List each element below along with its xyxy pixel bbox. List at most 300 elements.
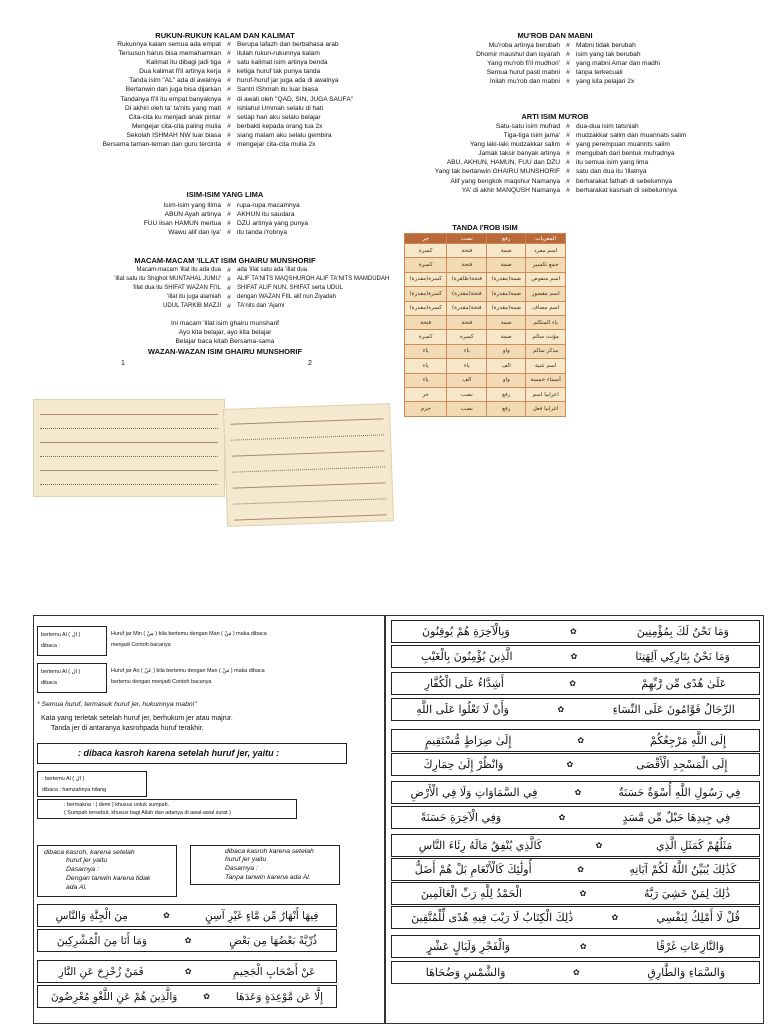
lima-row	[78, 219, 387, 228]
irob-row	[405, 330, 566, 344]
kalam-right: itulah rukun-rukunnya kalam	[237, 50, 320, 58]
kalam-separator: #	[227, 95, 231, 103]
kalam-left: Tersusun harus bisa memahamkan	[118, 50, 221, 58]
murob-right: yang kita pelajari 2x	[576, 78, 635, 86]
arabic-verse: الَّذِينَ يُؤْمِنُونَ بِالْغَيْبِ	[421, 650, 513, 663]
kalam-left: Tandanya fi'il itu empat banyaknya	[120, 95, 221, 103]
irob-cell: فتحة(مقدرة)	[447, 301, 487, 315]
arabic-verse: فِي رَسُولِ اللَّهِ أُسْوَةٌ حَسَنَةٌ	[618, 786, 741, 799]
kalam-right: setiap hari aku selalu belajar	[237, 113, 321, 121]
jer-note-b: Tanda jer di antaranya kasrohpada huruf terakhir.	[51, 725, 204, 732]
an-rule-b: dibaca	[41, 680, 57, 686]
kalam-separator: #	[227, 50, 231, 58]
min-rule-c: Huruf jar Min ( مِنْ ) bila bertemu dengan Man ( مَنْ ) maka dibaca	[111, 631, 267, 637]
irob-cell: اعرابيا فعل	[526, 402, 566, 416]
kalam-left: Di akhiri oleh ta' ta'nits yang mati	[125, 104, 221, 112]
irob-row	[405, 244, 566, 258]
arabic-verse: إِلَى الْمَسْجِدِ الْأَقْصَى	[636, 758, 728, 771]
arti-left: Satu-satu isim mufrad	[495, 123, 560, 130]
arabic-verse: إِلَى اللَّهِ مَرْجِعُكُمْ	[650, 734, 726, 747]
arabic-verse: الرِّجَالُ قَوَّامُونَ عَلَى النِّسَاءِ	[612, 703, 735, 716]
wazan-scan-2	[223, 403, 394, 527]
murob-poem	[385, 41, 726, 86]
arti-row	[385, 186, 736, 195]
kalam-right: Berupa lafazh dan berbahasa arab	[237, 41, 339, 48]
an-rule-c: Huruf jar An ( عَنْ ) bila bertemu dengan Man ( مَنْ ) maka dibaca	[111, 668, 265, 674]
kalam-row	[78, 131, 397, 140]
arabic-verse-row	[37, 929, 337, 952]
al-box-b: dibaca : hamzahnya hilang	[42, 787, 107, 793]
lima-separator: #	[227, 229, 231, 237]
macam-line: Ini macam 'illat isim ghairu munsharif	[171, 320, 279, 327]
arabic-verse-row	[37, 904, 337, 927]
jer-note-a: Kata yang terletak setelah huruf jer, berhukum jer atau majrur.	[41, 715, 233, 722]
murob-title: MU'ROB DAN MABNI	[517, 31, 593, 40]
lima-left: Wawu alif dan iya'	[168, 229, 221, 237]
kalam-separator: #	[227, 68, 231, 76]
arabic-verse: ذَٰلِكَ لِمَنْ خَشِيَ رَبَّهُ	[644, 887, 731, 900]
arti-row	[385, 167, 736, 176]
irob-title: TANDA I'ROB ISIM	[452, 223, 518, 232]
macam-separator: #	[227, 276, 231, 284]
murob-row	[385, 59, 726, 68]
arti-separator: #	[566, 123, 570, 130]
irob-cell: واو	[487, 373, 526, 387]
irob-cell: الف	[487, 359, 526, 373]
kalam-row	[78, 58, 397, 67]
flower-icon: ✿	[163, 911, 170, 920]
murob-row	[385, 50, 726, 59]
irob-cell: أسماء خمسة	[526, 373, 566, 387]
arabic-verse: كَالَّذِي يُنْفِقُ مَالَهُ رِئَاءَ النَّاسِ	[418, 839, 543, 852]
irob-cell: ياء المتكلم	[526, 315, 566, 329]
macam-left: Macam-macam 'illat itu ada dua	[136, 267, 221, 273]
irob-cell: ياء	[405, 359, 447, 373]
flower-icon: ✿	[573, 968, 580, 977]
arabic-verse-row	[391, 834, 760, 857]
macam-separator: #	[227, 267, 231, 274]
arti-separator: #	[566, 177, 570, 185]
arabic-verse: فِيهَا أَنْهَارٌ مِّن مَّاءٍ غَيْرِ آسِنٍ	[204, 909, 319, 922]
kalam-row	[78, 76, 397, 85]
arabic-verse: فِي السَّمَاوَاتِ وَلَا فِي الْأَرْضِ	[410, 786, 538, 799]
wazan-title: WAZAN-WAZAN ISIM GHAIRU MUNSHORIF	[147, 347, 303, 356]
macam-poem	[78, 266, 417, 311]
arabic-verse-row	[391, 645, 760, 668]
irob-cell: كسرة	[447, 330, 487, 344]
arti-right: berharakat kasrsah di sebelumnya	[576, 186, 677, 194]
irob-header-cell: جر	[405, 234, 447, 244]
arti-left: Alif yang bengkok maqshur Namanya	[450, 177, 560, 185]
kalam-separator: #	[227, 113, 231, 121]
tanwin-a: dibaca kasroh, karena setelah	[44, 849, 135, 856]
kalam-left: Bertanwin dan juga bisa dijarkan	[125, 86, 221, 94]
lima-separator: #	[227, 220, 231, 228]
irob-cell: كسرة	[405, 258, 447, 272]
lima-row	[78, 201, 387, 210]
kalam-separator: #	[227, 86, 231, 94]
flower-icon: ✿	[558, 813, 566, 822]
macam-row	[78, 266, 417, 275]
irob-cell: اسم مفرد	[526, 244, 566, 258]
lima-separator: #	[227, 211, 231, 219]
kalam-right: huruf-huruf jar juga ada di awalnya	[237, 77, 339, 85]
irob-cell: فتحة	[447, 315, 487, 329]
irob-cell: ضمة(مقدرة)	[487, 301, 526, 315]
kalam-right: berbakti kepada orang tua 2x	[237, 122, 323, 130]
an-rule-a: bertemu Al ( ال )	[41, 669, 81, 675]
arabic-verse: وَبِالْآخِرَةِ هُمْ يُوقِنُونَ	[422, 625, 510, 638]
kalam-separator: #	[227, 104, 231, 112]
arabic-verse-row	[391, 620, 760, 643]
irob-header-cell: المعربات	[526, 234, 566, 244]
lima-row	[78, 210, 387, 219]
macam-line: Belajar baca kitab Bersama-sama	[175, 338, 275, 346]
arti-row	[385, 131, 736, 140]
arabic-verse-row	[391, 961, 760, 984]
tanwin-c: Dasarnya :	[66, 866, 99, 873]
irob-cell: نصب	[447, 387, 487, 401]
irob-cell: ضمة(مقدرة)	[487, 272, 526, 286]
macam-separator: #	[227, 303, 231, 311]
wazan-number-2: 2	[308, 360, 312, 367]
arti-separator: #	[566, 141, 570, 149]
kalam-row	[78, 67, 397, 76]
arabic-verse-row	[391, 806, 760, 829]
macam-left: UDUL TARKIB MAZJI	[163, 303, 221, 310]
macam-row	[78, 284, 417, 293]
lima-left: ABUN Ayah artinya	[164, 211, 221, 219]
kalam-row	[78, 49, 397, 58]
arabic-verse: وَالْفَجْرِ وَلَيَالٍ عَشْرٍ	[426, 940, 511, 953]
arti-separator: #	[566, 150, 570, 158]
irob-cell: ضمة	[487, 330, 526, 344]
kalam-right: Santri IShmah itu luar biasa	[237, 86, 318, 94]
arabic-verse: عَنْ أَصْحَابِ الْجَحِيمِ	[232, 965, 316, 978]
arti-poem	[385, 122, 736, 195]
tanwin-b: huruf jer yaitu	[66, 857, 108, 864]
murob-left: Inilah mu'rob dan mabni	[489, 78, 560, 86]
murob-right: tanpa terkecuali	[576, 69, 623, 77]
lima-left: FUU lisan HAMUN mertua	[143, 220, 221, 228]
kalam-right: satu kalimat isim artinya benda	[237, 59, 328, 67]
arabic-verse: مَثَلُهُمْ كَمَثَلِ الَّذِي	[655, 839, 733, 852]
irob-cell: ضمة	[487, 258, 526, 272]
irob-row	[405, 387, 566, 401]
mabni-note: * Semua huruf, termasuk huruf jer, hukumnya mabni"	[37, 701, 197, 708]
kalam-row	[78, 40, 397, 49]
irob-cell: ياء	[447, 344, 487, 358]
arti-right: berharakat fathah di sebelumnya	[576, 177, 673, 185]
arabic-verse: الْحَمْدُ لِلَّهِ رَبِّ الْعَالَمِينَ	[420, 887, 522, 900]
flower-icon: ✿	[574, 788, 582, 797]
arti-row	[385, 122, 736, 131]
notanwin-a: dibaca kasroh karena setelah	[225, 848, 314, 855]
arabic-verse: وَالشَّمْسِ وَضُحَاهَا	[425, 966, 506, 979]
irob-table	[404, 233, 566, 417]
macam-separator: #	[227, 294, 231, 302]
arti-right: yang perempuan muannts salim	[576, 141, 670, 149]
arti-separator: #	[566, 168, 570, 176]
arabic-verse-row	[391, 753, 760, 776]
murob-left: Mu'roba artinya berubah	[488, 42, 560, 49]
arabic-verse-row	[391, 698, 760, 721]
arabic-verse-row	[391, 729, 760, 752]
macam-right: TA'nits dan 'Ajami	[237, 303, 285, 310]
sumpah-a: : bermakna : ( demi ) khusus untuk sumpah.	[64, 802, 170, 808]
macam-lines	[120, 319, 330, 347]
tanwin-d: Dengan tanwin karena tidak	[66, 875, 151, 882]
kalam-right: Ishlahul Ummah selalu di hati	[237, 104, 324, 112]
irob-cell: كسرة	[405, 244, 447, 258]
arti-separator: #	[566, 159, 570, 167]
flower-icon: ✿	[203, 992, 210, 1001]
notanwin-box	[190, 845, 340, 885]
irob-cell: جر	[405, 387, 447, 401]
irob-row	[405, 315, 566, 329]
irob-cell: فتحة	[447, 244, 487, 258]
arti-right: satu dan dua itu 'illatnya	[576, 168, 647, 176]
irob-cell: ضمة	[487, 244, 526, 258]
sumpah-box	[37, 799, 297, 819]
irob-cell: ضمة	[487, 315, 526, 329]
arti-title: ARTI ISIM MU'ROB	[521, 112, 589, 121]
irob-cell: اسم مضاف	[526, 301, 566, 315]
kalam-separator: #	[227, 59, 231, 67]
irob-row	[405, 287, 566, 301]
arabic-verse: فَمَنْ زُحْزِحَ عَنِ النَّارِ	[58, 965, 144, 978]
arti-left: Yang laki-laki mudzakkar salim	[469, 141, 560, 149]
kalam-row	[78, 113, 397, 122]
arabic-verse: أَشِدَّاءُ عَلَى الْكُفَّارِ	[424, 677, 504, 690]
arabic-verse: أُولَٰئِكَ كَالْأَنْعَامِ بَلْ هُمْ أَضَلُّ	[414, 863, 532, 876]
macam-row	[78, 293, 417, 302]
flower-icon: ✿	[611, 913, 619, 922]
irob-cell: ياء	[405, 344, 447, 358]
arabic-verse-row	[37, 960, 337, 983]
arabic-verse-row	[391, 858, 760, 881]
notanwin-c: Dasarnya :	[225, 865, 258, 872]
irob-cell: ضمة(مقدرة)	[487, 287, 526, 301]
kalam-row	[78, 104, 397, 113]
arabic-verse: وَانْظُرْ إِلَىٰ حِمَارِكَ	[423, 758, 504, 771]
arti-separator: #	[566, 132, 570, 140]
irob-cell: ياء	[447, 359, 487, 373]
arabic-verse: وَفِي الْآخِرَةِ حَسَنَةً	[420, 811, 502, 824]
flower-icon: ✿	[569, 679, 576, 688]
jer-note-box	[37, 712, 267, 736]
lima-right: itu tanda i'robnya	[237, 229, 288, 237]
kalam-poem	[78, 40, 397, 149]
murob-row	[385, 77, 726, 86]
kalam-separator: #	[227, 77, 231, 85]
lima-right: DZU artinya yang punya	[237, 220, 309, 228]
murob-left: Dhomir maushul dan isyarah	[476, 51, 560, 59]
arabic-verse: إِلَّا عَن مَّوْعِدَةٍ وَعَدَهَا	[235, 990, 324, 1003]
irob-cell: فتحة(ظاهرة)	[447, 272, 487, 286]
irob-cell: كسرة(مقدرة)	[405, 272, 447, 286]
arti-row	[385, 177, 736, 186]
macam-right: SHIFAT ALIF NUN, SHIFAT serta UDUL	[237, 285, 343, 292]
tanwin-box	[37, 845, 177, 897]
irob-cell: فتحة	[405, 315, 447, 329]
lima-separator: #	[227, 202, 231, 209]
irob-row	[405, 359, 566, 373]
arabic-verse: وَمَا نَحْنُ بِتَارِكِي آلِهَتِنَا	[635, 650, 730, 663]
irob-cell: كسرة(مقدرة)	[405, 287, 447, 301]
arti-right: mudzakkar salim dan muannats salim	[576, 132, 687, 140]
arabic-verse: قُلْ لَا أَمْلِكُ لِنَفْسِي	[656, 911, 740, 924]
irob-cell: اسم مقصور	[526, 287, 566, 301]
murob-row	[385, 41, 726, 50]
kalam-left: Kalimat itu dibagi jadi tiga	[146, 59, 221, 67]
arabic-verse-row	[391, 882, 760, 905]
irob-header-row	[405, 234, 566, 244]
arabic-verse-row	[391, 781, 760, 804]
murob-left: Yang mu'rob fi'il mudhori'	[487, 60, 560, 68]
irob-row	[405, 258, 566, 272]
irob-cell: ياء	[405, 373, 447, 387]
macam-separator: #	[227, 285, 231, 293]
lima-row	[78, 228, 387, 237]
arabic-verse: وَالسَّمَاءِ وَالطَّارِقِ	[647, 966, 726, 979]
murob-right: yang mabni Amar dan madhi	[576, 60, 660, 68]
arabic-verse-row	[37, 985, 337, 1008]
irob-cell: جمع تكسير	[526, 258, 566, 272]
arti-left: YA' di akhir MANQUSH Namanya	[461, 186, 560, 194]
kalam-left: Bersama taman-teman dan guru tercinta	[102, 141, 221, 149]
irob-row	[405, 373, 566, 387]
arabic-verse: ذَٰلِكَ الْكِتَابُ لَا رَيْبَ فِيهِ هُدًى لِّلْمُتَّقِينَ	[411, 911, 574, 924]
an-rule-d: bertemu dengan menjadi Contoh bacanya	[111, 679, 212, 685]
min-rule-box	[37, 626, 107, 656]
kalam-left: Cita-cita ku menjadi anak pintar	[128, 113, 221, 121]
flower-icon: ✿	[595, 841, 603, 850]
flower-icon: ✿	[579, 942, 587, 951]
kalam-row	[78, 95, 397, 104]
flower-icon: ✿	[577, 736, 585, 745]
min-rule-b: dibaca :	[41, 643, 60, 649]
arti-row	[385, 140, 736, 149]
kalam-separator: #	[227, 141, 231, 149]
arabic-verse: وَالنَّازِعَاتِ غَرْقًا	[656, 940, 725, 953]
arabic-verse: إِلَىٰ صِرَاطٍ مُّسْتَقِيمٍ	[424, 734, 512, 747]
min-rule-text	[107, 626, 323, 656]
irob-header-cell: نصب	[447, 234, 487, 244]
irob-cell: مذكر سالم	[526, 344, 566, 358]
irob-cell: نصب	[447, 402, 487, 416]
irob-row	[405, 272, 566, 286]
arti-row	[385, 149, 736, 158]
irob-cell: الف	[447, 373, 487, 387]
macam-right: dengan WAZAN FIIL alif nun Ziyadah	[237, 294, 336, 301]
min-rule-d: menjadi Contoh bacanya	[111, 642, 171, 648]
kalam-right: di awali oleh "QAD, SIN, JUGA SAUFA"	[237, 95, 354, 103]
al-box	[37, 771, 147, 797]
min-rule-a: bertemu Al ( ال )	[41, 632, 81, 638]
flower-icon: ✿	[579, 889, 587, 898]
macam-row	[78, 302, 417, 311]
an-rule-box	[37, 663, 107, 693]
arti-left: Jamak taksir banyak artinya	[478, 150, 560, 158]
flower-icon: ✿	[557, 705, 565, 714]
macam-left: 'illat itu juga alamiah	[167, 294, 221, 301]
irob-cell: كسرة	[405, 330, 447, 344]
lima-title: ISIM-ISIM YANG LIMA	[186, 190, 264, 199]
arabic-verse: وَمَا نَحْنُ لَكَ بِمُؤْمِنِينَ	[636, 625, 729, 638]
lima-poem	[78, 201, 387, 237]
kalam-row	[78, 140, 397, 149]
irob-row	[405, 344, 566, 358]
arabic-verse-row	[391, 906, 760, 929]
kalam-separator: #	[227, 41, 231, 48]
arabic-verse: عَلَىٰ هُدًى مِّن رَّبِّهِمْ	[641, 677, 727, 690]
arti-separator: #	[566, 186, 570, 194]
sumpah-b: ( Sumpah tersebut, khusus bagi Allah dan adanya di awal-awal surat )	[64, 810, 231, 816]
kalam-title: RUKUN-RUKUN KALAM DAN KALIMAT	[155, 31, 295, 40]
macam-line: Ayo kita belajar, ayo kita belajar	[178, 329, 272, 337]
murob-separator: #	[566, 78, 570, 86]
kalam-left: Dua kalimat fi'il artinya kerja	[139, 68, 221, 76]
irob-cell: واو	[487, 344, 526, 358]
arabic-verse: فِي جِيدِهَا حَبْلٌ مِّن مَّسَدٍ	[622, 811, 731, 824]
murob-left: Semua huruf pasti mabni	[486, 69, 560, 77]
flower-icon: ✿	[570, 652, 578, 661]
kasroh-box	[37, 743, 347, 764]
irob-cell: فتحة(مقدرة)	[447, 287, 487, 301]
arabic-verse: وَمَا أَنَا مِنَ الْمُشْرِكِينَ	[56, 934, 147, 947]
notanwin-d: Tanpa tanwin karena ada Al.	[225, 874, 311, 881]
arabic-verse: كَذَٰلِكَ يُبَيِّنُ اللَّهُ لَكُمْ آيَاتِهِ	[629, 863, 737, 876]
lima-right: AKHUN itu saudara	[237, 211, 295, 219]
murob-separator: #	[566, 60, 570, 68]
kalam-left: Sekolah ISHMAH NW luar biasa	[126, 131, 221, 139]
irob-cell: كسرة(مقدرة)	[405, 301, 447, 315]
irob-cell: مؤنث سالم	[526, 330, 566, 344]
flower-icon: ✿	[569, 627, 577, 636]
arti-right: itu semua isim yang lima	[576, 159, 649, 167]
kalam-right: mengejar cita-cita mulia 2x	[237, 141, 316, 149]
kasroh-text: : dibaca kasroh karena setelah huruf jer, yaitu :	[78, 748, 280, 758]
an-rule-text	[107, 663, 323, 693]
arabic-verse: مِنَ الْجِنَّةِ وَالنَّاسِ	[55, 909, 128, 922]
macam-right: ALIF TA'NITS MAQSHUROH ALIF TA'NITS MAMDUDAH	[237, 276, 390, 283]
irob-row	[405, 402, 566, 416]
irob-cell: رفع	[487, 387, 526, 401]
lima-left: Isim-isim yang llima	[163, 202, 221, 209]
irob-cell: اسم منقوص	[526, 272, 566, 286]
irob-row	[405, 301, 566, 315]
macam-left: 'illat satu itu Shighot MUNTAHAL JUMU'	[114, 276, 221, 283]
kalam-separator: #	[227, 131, 231, 139]
arti-right: dua-dua isim tatsniah	[576, 123, 639, 130]
macam-right: ada 'illat satu ada 'illat dua	[237, 267, 308, 273]
lima-right: rupa-rupa macamnya	[237, 202, 300, 209]
arti-right: mengubah dari bentuk mufradnya	[576, 150, 675, 158]
arti-row	[385, 158, 736, 167]
tanwin-e: ada Al.	[66, 884, 87, 891]
macam-left: 'illat dua itu SHIFAT WAZAN FI'IL	[132, 285, 221, 292]
irob-cell: اعرابيا اسم	[526, 387, 566, 401]
macam-row	[78, 275, 417, 284]
flower-icon: ✿	[184, 967, 192, 976]
irob-cell: رفع	[487, 402, 526, 416]
irob-header-cell: رفع	[487, 234, 526, 244]
arabic-verse-row	[391, 935, 760, 958]
flower-icon: ✿	[566, 760, 574, 769]
flower-icon: ✿	[577, 865, 584, 874]
irob-cell: فتحة	[447, 258, 487, 272]
